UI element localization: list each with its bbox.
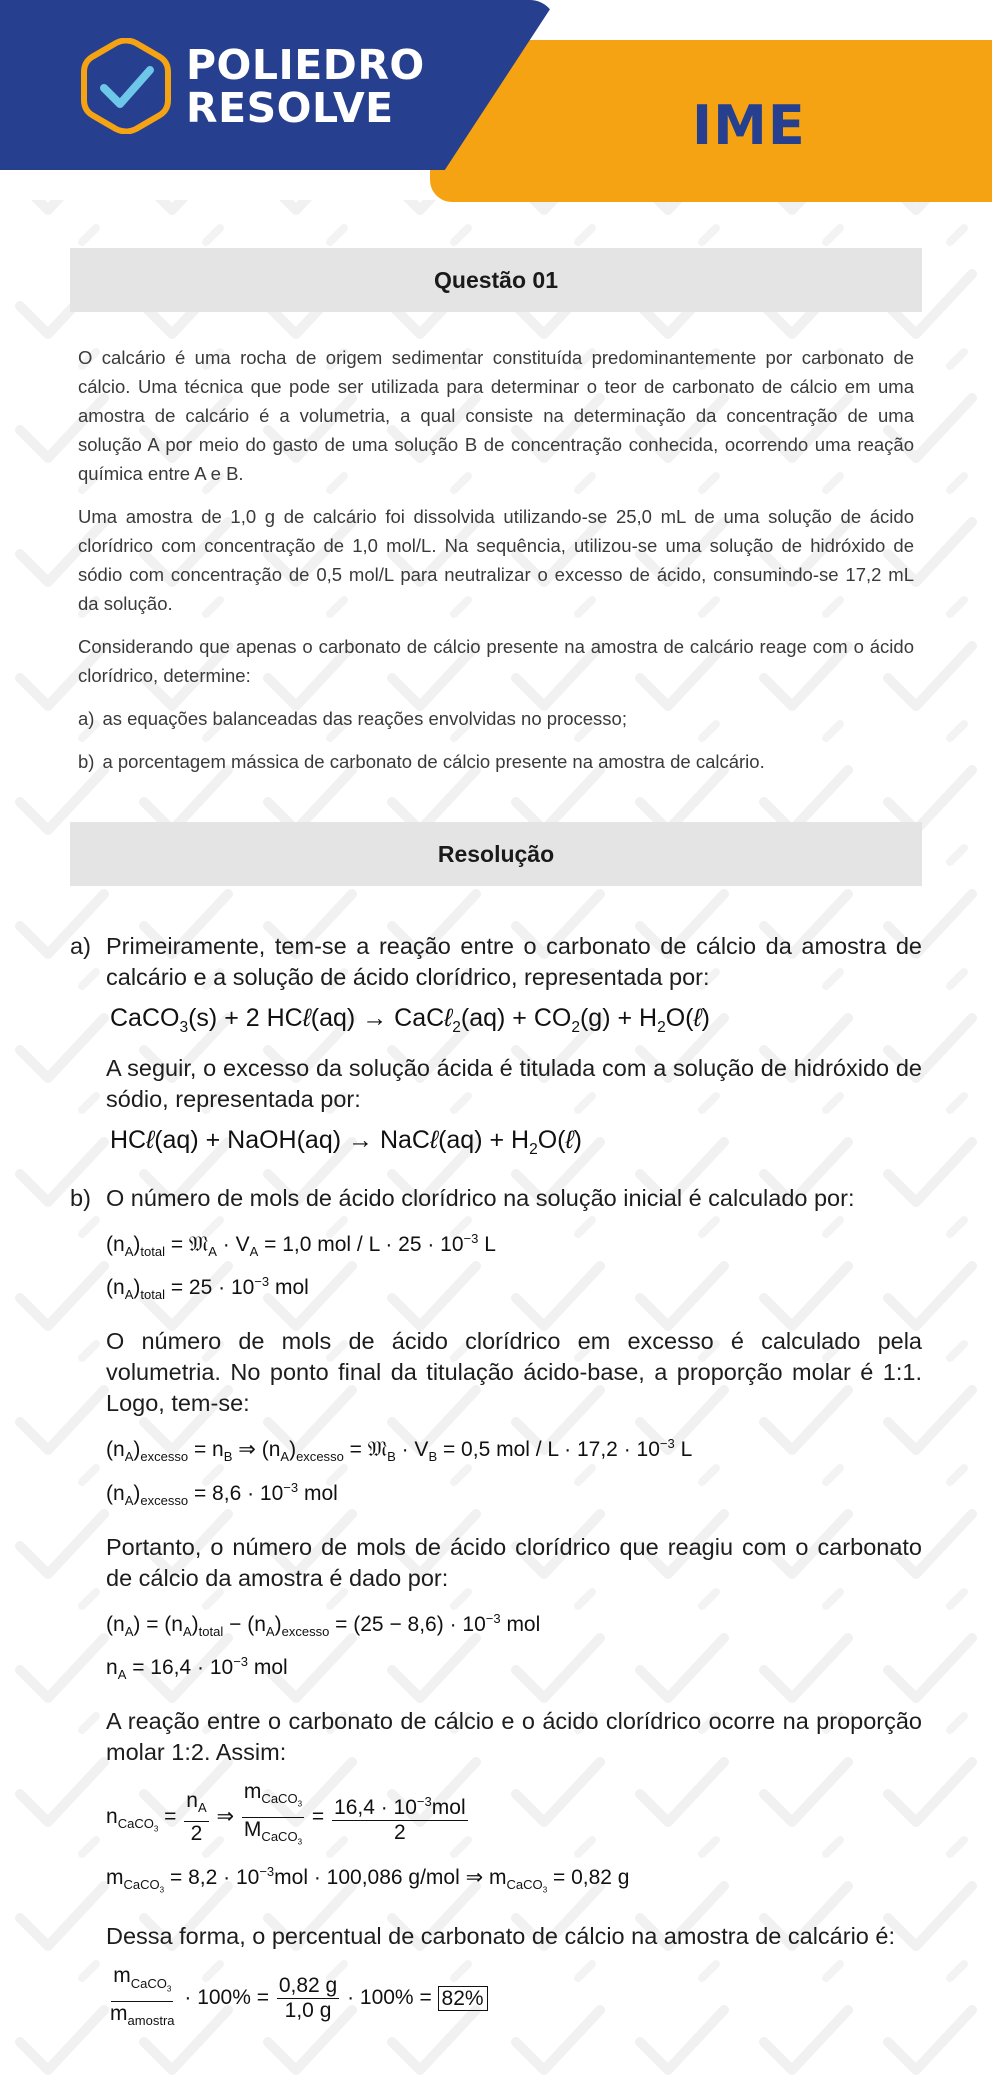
brand-line-1: POLIEDRO: [186, 41, 425, 89]
part-a-text-2: A seguir, o excesso da solução ácida é titulada com a solução de hidróxido de sódio, representada por:: [106, 1055, 922, 1112]
equation-total-moles-result: $(n_A)_{total} = 25 \cdot 10^{-3}$ mol: [106, 1274, 309, 1303]
checkmark-hexagon-icon: [80, 38, 172, 134]
item-label: b): [78, 751, 95, 772]
resolution-body: [70, 931, 922, 2037]
item-label: a): [78, 708, 95, 729]
resolution-title-bar: [70, 822, 922, 886]
final-answer-box: 82%: [438, 1986, 488, 2011]
resolution-title: Resolução: [437, 840, 555, 867]
question-statement: [78, 343, 914, 790]
equation-total-moles: $(n_A)_{total}$ = 𝔐$_A$ · $V_A = 1,0$ mol / $L \cdot 25 \cdot 10^{-3}$ L: [106, 1231, 496, 1260]
exam-name: IME: [692, 94, 806, 157]
equation-caco3-mass: $m_{CaCO_3} = 8,2 \cdot 10^{-3}mol \cdot 100,086$ g/mol ⇒ $m_{CaCO_3} = 0,82$ g: [106, 1863, 630, 1895]
brand-logo-text: [186, 41, 425, 132]
part-a-text-1: Primeiramente, tem-se a reação entre o carbonato de cálcio da amostra de calcário e a solução de ácido clorídrico, representada por:: [106, 933, 922, 990]
question-paragraph-1: O calcário é uma rocha de origem sedimentar constituída predominantemente por carbonato de cálcio. Uma técnica que pode ser utilizada para determinar o teor de carbonato de cálcio em uma amostra de calcário é a volumetria, a qual consiste na determinação da concentração de uma solução A por meio do gasto de uma solução B de concentração conhecida, ocorrendo uma reação química entre A e B.: [78, 347, 914, 484]
question-title-bar: [70, 248, 922, 312]
part-label: b): [70, 1185, 91, 1211]
resolution-part-b: [70, 1183, 922, 2037]
equation-excess-moles: $(n_A)_{excesso} = n_B$ ⇒ $(n_A)_{excesso}$ = 𝔐$_B$ · $V_B = 0,5$ mol / $L \cdot 17,2 \cdot 10^{-3}$ L: [106, 1436, 693, 1465]
question-paragraph-2: Uma amostra de 1,0 g de calcário foi dissolvida utilizando-se 25,0 mL de uma solução de ácido clorídrico com concentração de 1,0 mol/L. Na sequência, utilizou-se uma solução de hidróxido de sódio com concentração de 0,5 mol/L para neutralizar o excesso de ácido, consumindo-se 17,2 mL da solução.: [78, 506, 914, 614]
question-item-a: [78, 704, 914, 733]
equation-caco3-hcl: CaCO$_3$(s) + 2 HCℓ(aq) → CaCℓ$_2$(aq) + $CO_2(g)$ + $H_2O(\ell)$: [110, 1004, 710, 1036]
part-b-text-1: O número de mols de ácido clorídrico na solução inicial é calculado por:: [106, 1185, 855, 1211]
part-label: a): [70, 933, 91, 959]
item-text: as equações balanceadas das reações envolvidas no processo;: [102, 708, 627, 729]
question-paragraph-3: Considerando que apenas o carbonato de cálcio presente na amostra de calcário reage com o ácido clorídrico, determine:: [78, 636, 914, 686]
part-b-text-5: Dessa forma, o percentual de carbonato de cálcio na amostra de calcário é:: [106, 1923, 895, 1950]
equation-percentage: $\frac{m_{CaCO_3}}{m_{amostra}}$ · 100% = $\frac{0,82 g}{1,0 g}$ · 100% = 82%: [106, 1964, 922, 2033]
equation-reacted-moles-result: $n_A = 16,4 \cdot 10^{-3}$ mol: [106, 1653, 288, 1683]
equation-hcl-naoh: HCℓ(aq) + NaOH(aq) → NaCℓ(aq) + $H_2O(\ell)$: [110, 1126, 582, 1158]
equation-caco3-moles: $n_{CaCO_3}$ = $\frac{n_A}{2}$ ⇒ $\frac{m_{CaCO_3}}{M_{CaCO_3}}$ = $\frac{16,4 \cdot 10^{-3}mol}{2}$: [106, 1780, 466, 1847]
equation-reacted-moles: $(n_A) = (n_A)_{total} - (n_A)_{excesso} = (25 - 8,6) \cdot 10^{-3}$ mol: [106, 1610, 541, 1639]
part-b-text-3: Portanto, o número de mols de ácido clorídrico que reagiu com o carbonato de cálcio da amostra é dado por:: [106, 1533, 922, 1591]
question-title: Questão 01: [434, 266, 558, 293]
item-text: a porcentagem mássica de carbonato de cálcio presente na amostra de calcário.: [102, 751, 765, 772]
question-item-b: [78, 747, 914, 776]
resolution-part-a: [70, 931, 922, 1175]
brand-line-2: RESOLVE: [186, 84, 394, 132]
part-b-text-4: A reação entre o carbonato de cálcio e o ácido clorídrico ocorre na proporção molar 1:2. Assim:: [106, 1708, 922, 1766]
equation-excess-moles-result: $(n_A)_{excesso} = 8,6 \cdot 10^{-3}$ mol: [106, 1479, 338, 1508]
part-b-text-2: O número de mols de ácido clorídrico em excesso é calculado pela volumetria. No ponto final da titulação ácido-base, a proporção molar é 1:1. Logo, tem-se:: [106, 1328, 922, 1417]
